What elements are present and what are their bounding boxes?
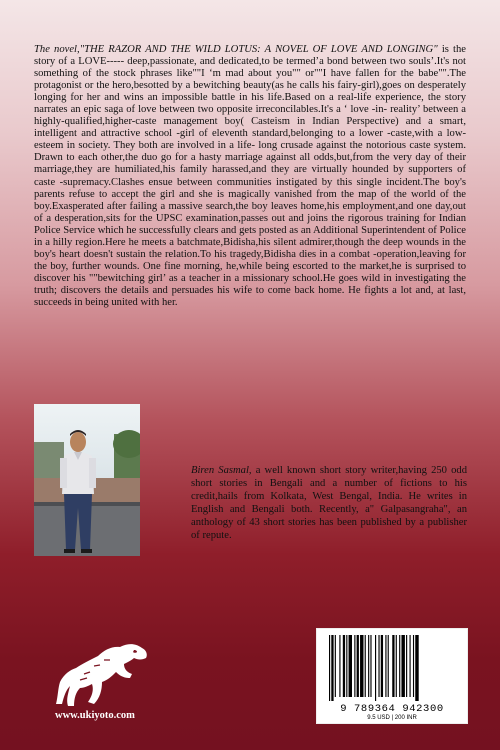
barcode-digits: 9 789364 942300	[340, 703, 444, 715]
author-photo-image	[34, 404, 140, 556]
author-name: Biren Sasmal,	[191, 465, 252, 476]
book-synopsis	[34, 44, 466, 309]
synopsis-body: is the story of a LOVE----- deep,passionate, and dedicated,to be termed’a bond between two souls’.It's not something of the stock phrases like""I ‘m mad about you"" or""I have fallen for the babe"".The protagonist or the hero,besotted by a bewitching beauty(as he calls his fairy-girl),goes on desperately longing for her and wins an impossible battle in his life.Based on a real-life experience, the story narrates an epic saga of love between two opposite irreconcilables.It's a ‘ love -in- reality’ between a highly-qualified,higher-caste management boy( Casteism in Indian Perspective) and a smart, intelligent and attractive school -girl of eleventh standard,belonging to a lower -caste,with a low-esteem in society. They both are involved in a life- long crusade against the notorious caste system. Drawn to each other,the duo go for a hasty marriage against all odds,but,from the very day of their marriage,they are humiliated,his family harassed,and they are virtually hounded by supporters of caste -supremacy.Clashes ensue between communities instigated by this single incident.The boy's parents refuse to accept the girl and she is magically vanished from the map of the world of the boy.Exasperated after failing a massive search,the boy leaves home,his employment,and one day,out of a desperation,sits for the UPSC examination,passes out and joins the rigorous training for Indian Police Service which he successfully clears and gets posted as an Additional Superintendent of Police in a hilly region.Here he meets a batchmate,Bidisha,his silent admirer,though the deep wounds in the boy's heart doesn't sustain the relation.To his tragedy,Bidisha dies in a combat -operation,leaving for the boy, further wounds. One fine morning, he,while being escorted to the market,he is surprised to discover his ""bewitching girl’ as a teacher in a missionary school.He goes wild in investigating the truth; discovers the details and persuades his wife to come back home. He fights a lot and, at last, succeeds in being united with her.	[34, 44, 466, 308]
barcode-price: 9.5 USD | 200 INR	[367, 715, 417, 721]
author-photo	[34, 404, 140, 556]
publisher-url[interactable]: www.ukiyoto.com	[55, 710, 135, 721]
leaping-tiger-icon	[54, 638, 150, 708]
author-bio-text: a well known short story writer,having 250 odd short stories in Bengali and a number of fictions to his credit,hails from Kolkata, West Bengal, India. He writes in English and Bengali both. Recently, a" Galpasangraha", an anthology of 43 short stories has been published by a publisher of repute.	[191, 465, 467, 541]
isbn-barcode	[316, 628, 468, 724]
novel-title-lead: The novel,"THE RAZOR AND THE WILD LOTUS: A NOVEL OF LOVE AND LONGING"	[34, 44, 438, 55]
author-bio	[191, 464, 467, 542]
barcode-bars	[325, 635, 459, 701]
